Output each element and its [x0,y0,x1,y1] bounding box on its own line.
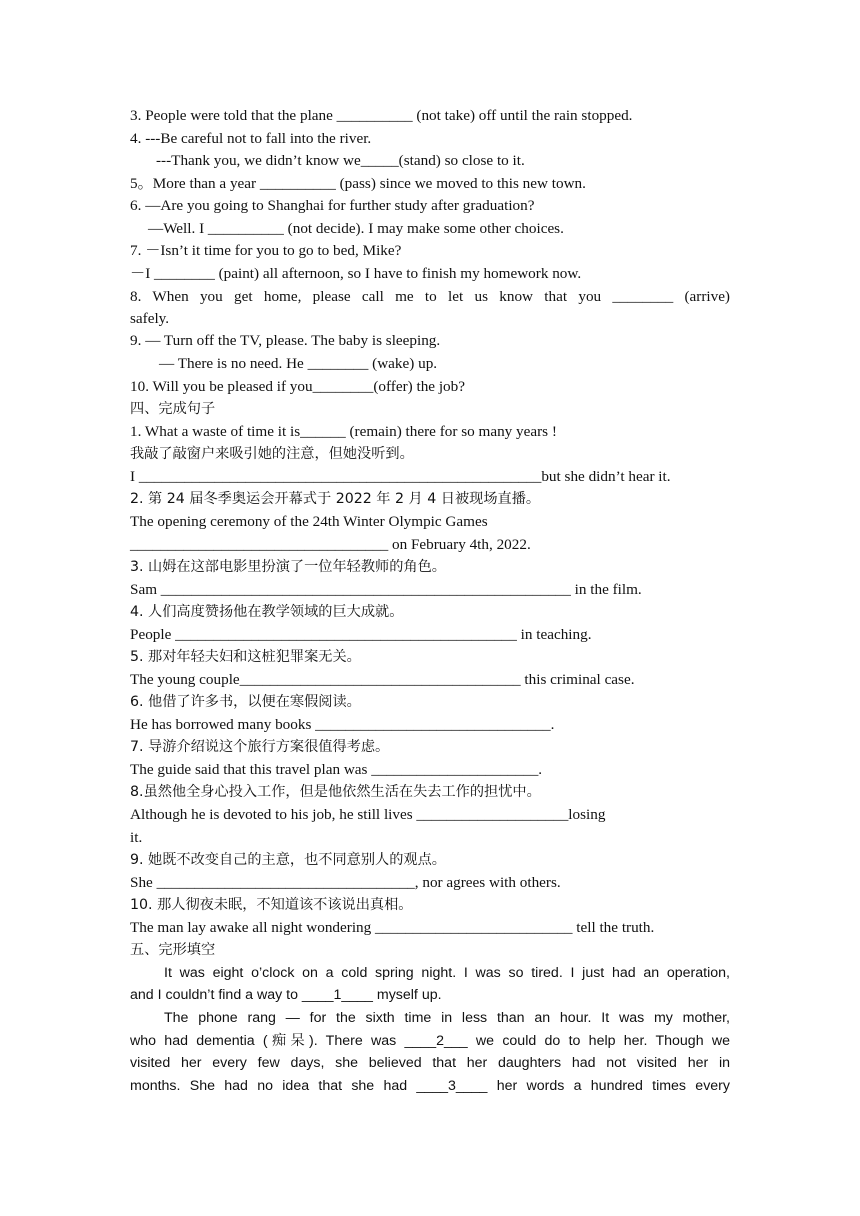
sentence-6-chinese: 6. 他借了许多书，以便在寒假阅读。 [130,694,361,710]
grammar-question-7-line-2: －I ________ (paint) all afternoon, so I have to finish my homework now. [130,265,582,282]
sentence-4-answer-line: People _____________________________________________ in teaching. [130,626,592,643]
sentence-7-answer-line: The guide said that this travel plan was ______________________. [130,761,543,778]
grammar-question-6-line-2: —Well. I __________ (not decide). I may make some other choices. [148,220,564,237]
sentence-2-english: The opening ceremony of the 24th Winter Olympic Games [130,513,488,530]
sentence-1-english: 1. What a waste of time it is______ (remain) there for so many years ! [130,423,557,440]
sentence-3-chinese: 3. 山姆在这部电影里扮演了一位年轻教师的角色。 [130,559,446,575]
cloze-paragraph-2-line-2: who had dementia (痴呆). There was ____2___ we could do to help her. Though we [130,1033,730,1049]
grammar-question-8-line-2: safely. [130,310,170,327]
sentence-2-chinese: 2. 第 24 届冬季奥运会开幕式于 2022 年 2 月 4 日被现场直播。 [130,491,541,507]
cloze-paragraph-1-line-1: It was eight o’clock on a cold spring night. I was so tired. I just had an operation, [164,965,730,981]
grammar-question-5: 5。More than a year __________ (pass) since we moved to this new town. [130,175,586,192]
section-4-heading: 四、完成句子 [130,401,216,417]
grammar-question-9-line-2: — There is no need. He ________ (wake) up. [159,355,438,372]
sentence-3-answer-line: Sam ______________________________________________________ in the film. [130,581,642,598]
grammar-question-4-line-1: 4. ---Be careful not to fall into the river. [130,130,372,147]
sentence-10-answer-line: The man lay awake all night wondering __________________________ tell the truth. [130,919,655,936]
sentence-1-chinese: 我敲了敲窗户来吸引她的注意，但她没听到。 [130,446,414,462]
cloze-paragraph-1-line-2: and I couldn’t find a way to ____1____ myself up. [130,987,442,1003]
grammar-question-6-line-1: 6. —Are you going to Shanghai for further study after graduation? [130,197,535,214]
grammar-question-3: 3. People were told that the plane __________ (not take) off until the rain stopped. [130,107,633,124]
sentence-7-chinese: 7. 导游介绍说这个旅行方案很值得考虑。 [130,739,390,755]
sentence-8-chinese: 8.虽然他全身心投入工作，但是他依然生活在失去工作的担忧中。 [130,784,541,800]
sentence-6-answer-line: He has borrowed many books _______________________________. [130,716,555,733]
grammar-question-7-line-1: 7. －Isn’t it time for you to go to bed, Mike? [130,242,402,259]
cloze-paragraph-2-line-1: The phone rang — for the sixth time in less than an hour. It was my mother, [164,1010,730,1026]
cloze-paragraph-2-line-4: months. She had no idea that she had ____3____ her words a hundred times every [130,1078,730,1094]
sentence-9-answer-line: She __________________________________, nor agrees with others. [130,874,561,891]
sentence-5-answer-line: The young couple_____________________________________ this criminal case. [130,671,635,688]
sentence-1-answer-line: I _____________________________________________________but she didn’t hear it. [130,468,671,485]
grammar-question-9-line-1: 9. — Turn off the TV, please. The baby is sleeping. [130,332,441,349]
sentence-5-chinese: 5. 那对年轻夫妇和这桩犯罪案无关。 [130,649,361,665]
grammar-question-10: 10. Will you be pleased if you________(offer) the job? [130,378,465,395]
grammar-question-8-line-1: 8. When you get home, please call me to let us know that you ________ (arrive) [130,288,730,305]
sentence-4-chinese: 4. 人们高度赞扬他在教学领域的巨大成就。 [130,604,404,620]
sentence-8-continuation: it. [130,829,143,846]
sentence-2-answer-line: __________________________________ on February 4th, 2022. [130,536,531,553]
grammar-question-4-line-2: ---Thank you, we didn’t know we_____(stand) so close to it. [156,152,525,169]
sentence-9-chinese: 9. 她既不改变自己的主意，也不同意别人的观点。 [130,852,446,868]
section-5-heading: 五、完形填空 [130,942,216,958]
cloze-paragraph-2-line-3: visited her every few days, she believed that her daughters had not visited her in [130,1055,730,1071]
sentence-10-chinese: 10. 那人彻夜未眠，不知道该不该说出真相。 [130,897,413,913]
sentence-8-answer-line: Although he is devoted to his job, he still lives ____________________losing [130,806,606,823]
